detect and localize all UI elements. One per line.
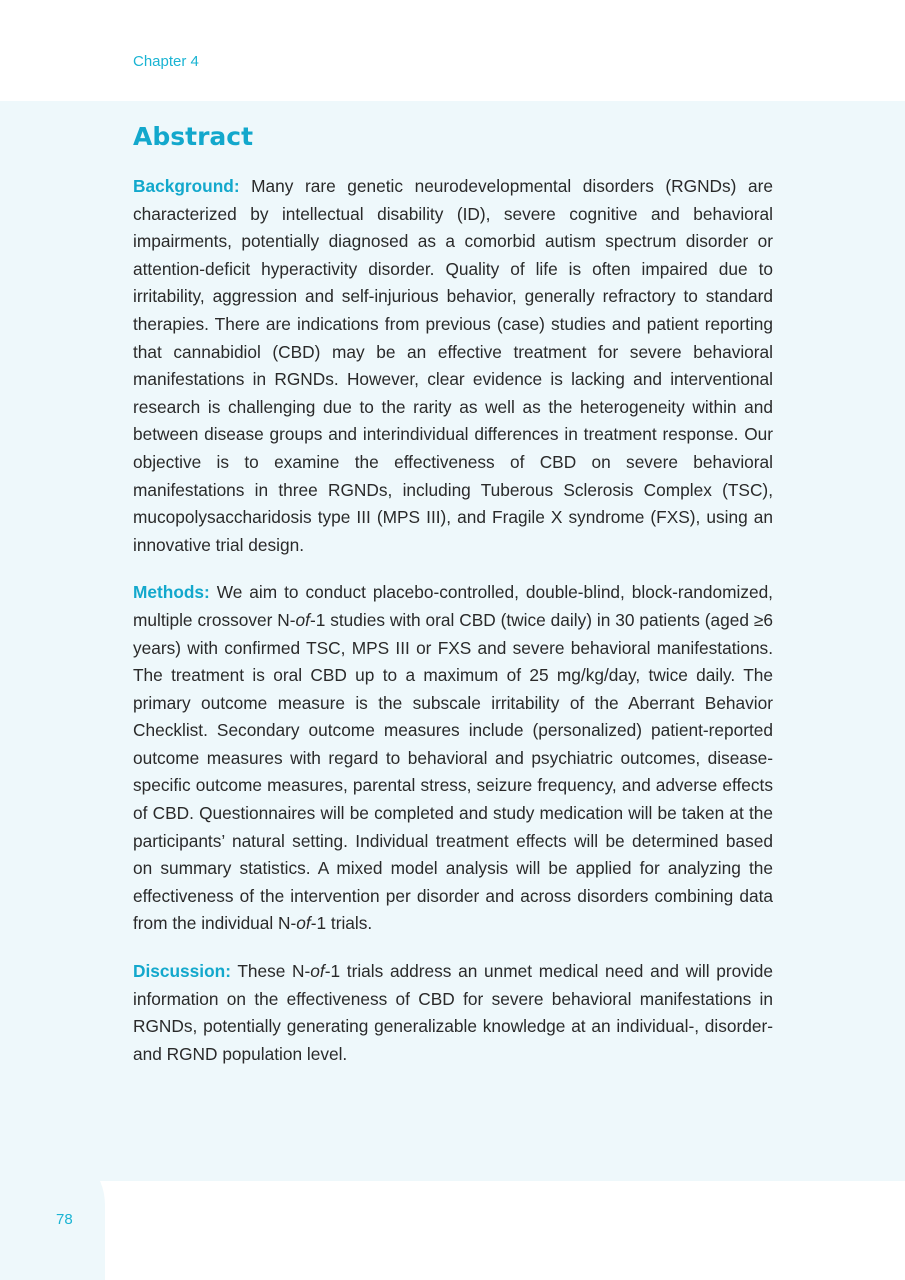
background-text: Many rare genetic neurodevelopmental disorders (RGNDs) are characterized by intellectual disability (ID), severe cognitive and behavioral impairments, potentially diagnosed as a comorbid autism spectrum disorder or attention-deficit hyperactivity disorder. Quality of life is often impaired due to irritability, aggression and self-injurious behavior, generally refractory to standard therapies. There are indications from previous (case) studies and patient reporting that cannabidiol (CBD) may be an effective treatment for severe behavioral manifestations in RGNDs. However, clear evidence is lacking and interventional research is challenging due to the rarity as well as the heterogeneity within and between disease groups and interindividual differences in treatment response. Our objective is to examine the effectiveness of CBD on severe behavioral manifestations in three RGNDs, including Tuberous Sclerosis Complex (TSC), mucopolysaccharidosis type III (MPS III), and Fragile X syndrome (FXS), using an innovative trial design. bbox=[133, 176, 773, 555]
methods-label: Methods: bbox=[133, 582, 210, 603]
abstract-title: Abstract bbox=[133, 122, 254, 151]
discussion-label: Discussion: bbox=[133, 961, 231, 982]
page-number: 78 bbox=[56, 1211, 73, 1228]
abstract-methods-paragraph bbox=[133, 579, 773, 938]
abstract-background-paragraph bbox=[133, 173, 773, 559]
methods-text: We aim to conduct placebo-controlled, double-blind, block-randomized, multiple crossover N-of-1 studies with oral CBD (twice daily) in 30 patients (aged ≥6 years) with confirmed TSC, MPS III or FXS and severe behavioral manifestations. The treatment is oral CBD up to a maximum of 25 mg/kg/day, twice daily. The primary outcome measure is the subscale irritability of the Aberrant Behavior Checklist. Secondary outcome measures include (personalized) patient-reported outcome measures with regard to behavioral and psychiatric outcomes, disease-specific outcome measures, parental stress, seizure frequency, and adverse effects of CBD. Questionnaires will be completed and study medication will be taken at the participants’ natural setting. Individual treatment effects will be determined based on summary statistics. A mixed model analysis will be applied for analyzing the effectiveness of the intervention per disorder and across disorders combining data from the individual N-of-1 trials. bbox=[133, 582, 773, 934]
abstract-content bbox=[133, 122, 773, 1088]
running-header-chapter: Chapter 4 bbox=[133, 53, 199, 70]
abstract-discussion-paragraph bbox=[133, 958, 773, 1068]
panel-corner-decoration bbox=[0, 1145, 105, 1280]
panel-corner-curve bbox=[105, 1181, 185, 1221]
background-label: Background: bbox=[133, 176, 240, 196]
discussion-text: These N-of-1 trials address an unmet medical need and will provide information on the effectiveness of CBD for severe behavioral manifestations in RGNDs, potentially generating generalizable knowledge at an individual-, disorder- and RGND population level. bbox=[133, 961, 773, 1064]
